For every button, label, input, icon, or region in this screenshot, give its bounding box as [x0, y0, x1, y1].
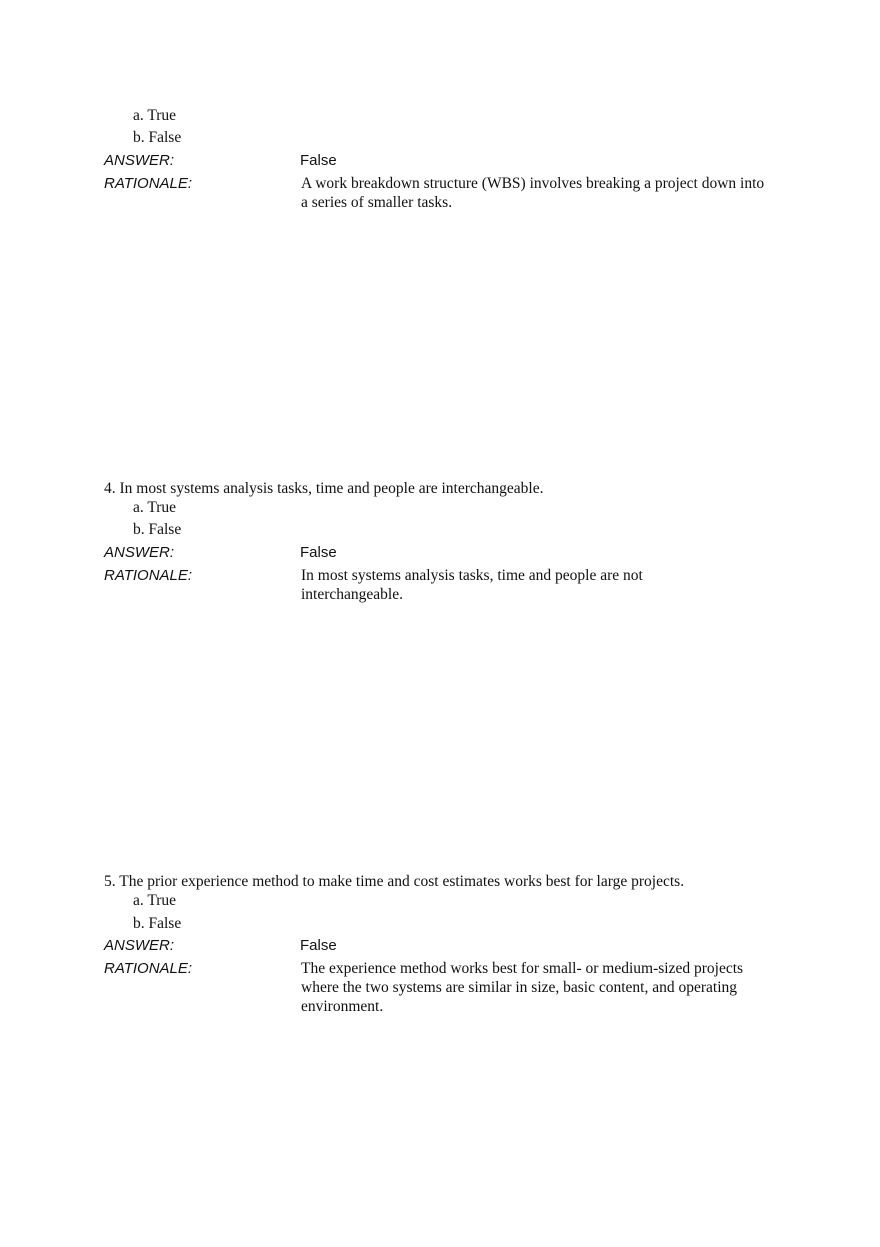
rationale-label: RATIONALE: — [104, 175, 193, 192]
answer-label: ANSWER: — [104, 937, 175, 954]
rationale-line: where the two systems are similar in size, basic content, and operating — [301, 979, 738, 996]
option-b: b. False — [133, 521, 182, 538]
answer-label: ANSWER: — [104, 544, 175, 561]
option-a: a. True — [133, 107, 177, 124]
rationale-line: In most systems analysis tasks, time and people are not — [301, 567, 643, 584]
answer-value: False — [300, 152, 337, 169]
rationale-line: a series of smaller tasks. — [301, 194, 453, 211]
rationale-line: A work breakdown structure (WBS) involves breaking a project down into — [301, 175, 765, 192]
option-a: a. True — [133, 499, 177, 516]
option-b: b. False — [133, 915, 182, 932]
question-stem: 4. In most systems analysis tasks, time and people are interchangeable. — [104, 480, 544, 497]
option-a: a. True — [133, 892, 177, 909]
answer-label: ANSWER: — [104, 152, 175, 169]
answer-value: False — [300, 937, 337, 954]
rationale-label: RATIONALE: — [104, 960, 193, 977]
question-stem: 5. The prior experience method to make time and cost estimates works best for large projects. — [104, 873, 685, 890]
answer-value: False — [300, 544, 337, 561]
rationale-line: The experience method works best for small- or medium-sized projects — [301, 960, 744, 977]
rationale-label: RATIONALE: — [104, 567, 193, 584]
rationale-line: interchangeable. — [301, 586, 403, 603]
rationale-line: environment. — [301, 998, 384, 1015]
option-b: b. False — [133, 129, 182, 146]
